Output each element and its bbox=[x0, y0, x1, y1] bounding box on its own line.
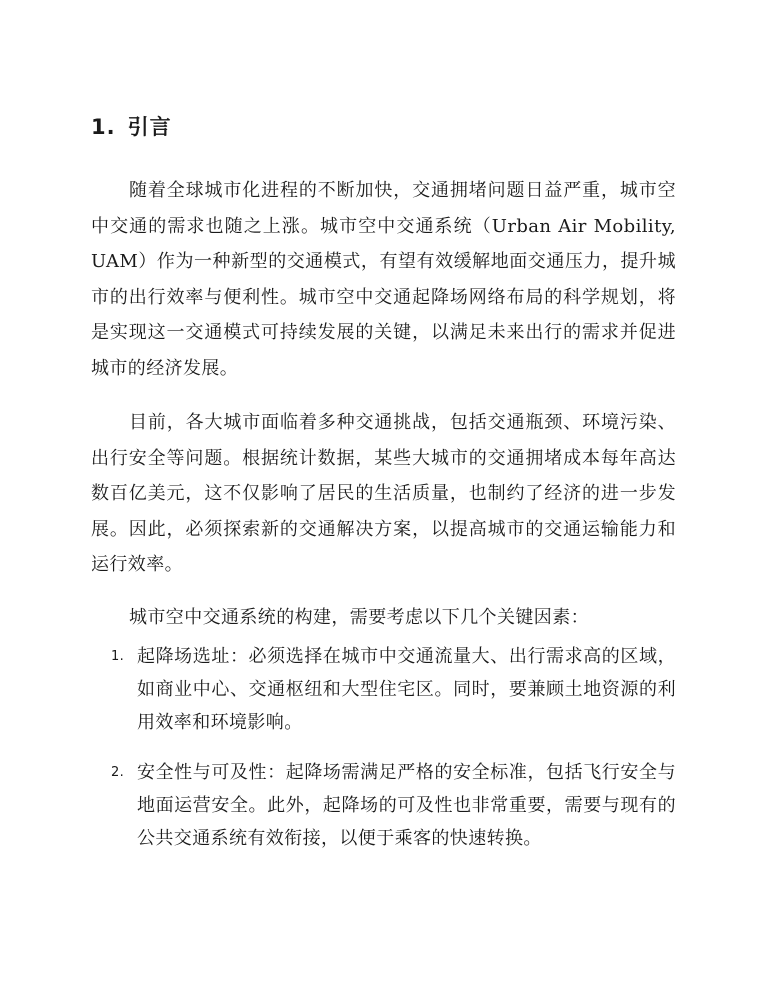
list-marker: 2. bbox=[111, 765, 125, 780]
paragraph-key-factors-intro: 城市空中交通系统的构建，需要考虑以下几个关键因素： bbox=[129, 607, 589, 628]
list-item-safety-accessibility bbox=[91, 756, 676, 855]
section-title: 引言 bbox=[127, 115, 172, 139]
section-heading bbox=[91, 112, 172, 142]
section-number: 1. bbox=[91, 115, 116, 139]
list-item-text: 起降场选址：必须选择在城市中交通流量大、出行需求高的区域，如商业中心、交通枢纽和大型住宅区。同时，要兼顾土地资源的利用效率和环境影响。 bbox=[137, 646, 676, 733]
paragraph-challenges: 目前，各大城市面临着多种交通挑战，包括交通瓶颈、环境污染、出行安全等问题。根据统计数据，某些大城市的交通拥堵成本每年高达数百亿美元，这不仅影响了居民的生活质量，也制约了经济的进一步发展。因此，必须探索新的交通解决方案，以提高城市的交通运输能力和运行效率。 bbox=[91, 412, 676, 575]
list-item-text: 安全性与可及性：起降场需满足严格的安全标准，包括飞行安全与地面运营安全。此外，起降场的可及性也非常重要，需要与现有的公共交通系统有效衔接，以便于乘客的快速转换。 bbox=[137, 762, 676, 849]
list-marker: 1. bbox=[111, 649, 125, 664]
list-item bbox=[91, 640, 676, 739]
paragraph-introduction: 随着全球城市化进程的不断加快，交通拥堵问题日益严重，城市空中交通的需求也随之上涨。城市空中交通系统（Urban Air Mobility, UAM）作为一种新型的交通模式，有望有效缓解地面交通压力，提升城市的出行效率与便利性。城市空中交通起降场网络布局的科学规划，将是实现这一交通模式可持续发展的关键，以满足未来出行的需求并促进城市的经济发展。 bbox=[91, 180, 676, 379]
list-item-site-selection bbox=[91, 640, 676, 739]
list-item bbox=[91, 756, 676, 855]
